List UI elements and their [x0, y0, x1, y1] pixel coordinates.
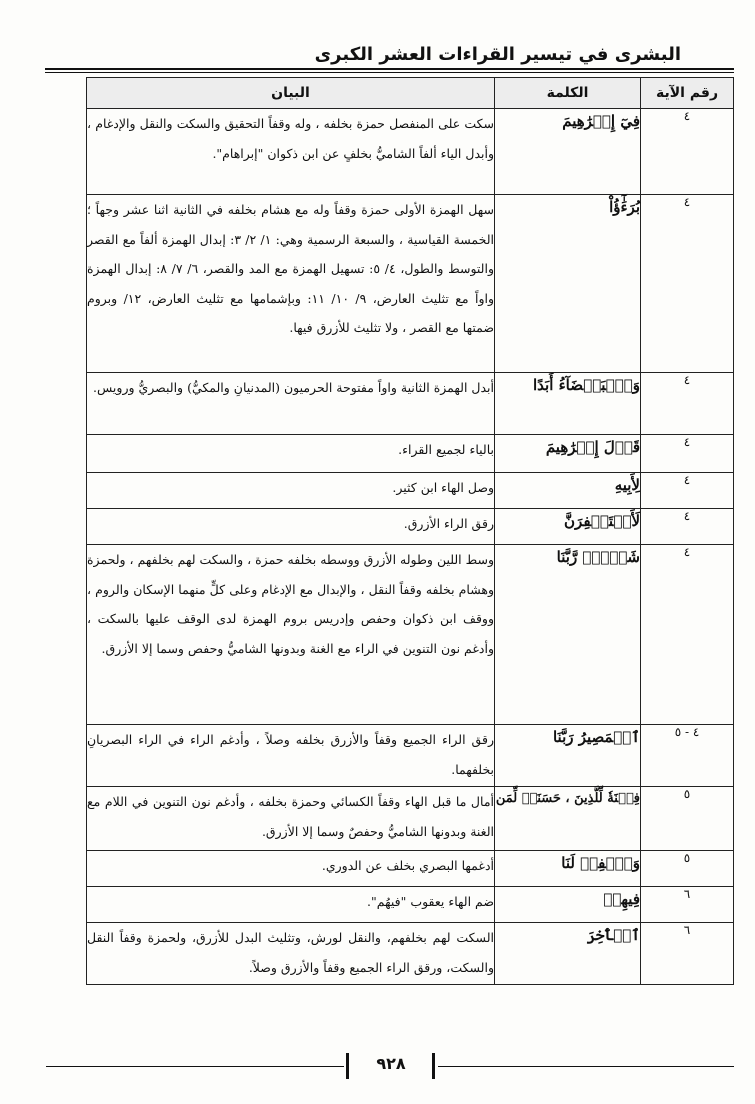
explanation-cell: وسط اللين وطوله الأزرق ووسطه بخلفه حمزة ، والسكت لهم بخلفهم ، ولحمزة وهشام بخلفه وقفاً النقل ، والإبدال مع الإدغام وعلى كلٍّ منهما الإسكان والروم ، ووقف ابن ذكوان وحفص وإدريس بروم الهمزة لدى الوقف عليها بالسكت ، وأدغم نون التنوين في الراء مع الغنة وبدونها الشاميُّ وحفص وسما إلا الأزرق.	[87, 545, 495, 725]
verse-number-cell: ٦	[641, 923, 734, 985]
word-cell: قَوۡلَ إِبۡرَٰهِيمَ	[495, 435, 641, 473]
explanation-cell: رقق الراء الأزرق.	[87, 509, 495, 545]
table-row	[87, 887, 734, 923]
word-cell: وَٱغۡفِرۡ لَنَا	[495, 851, 641, 887]
explanation-cell: سهل الهمزة الأولى حمزة وقفاً وله مع هشام بخلفه في الثانية اثنا عشر وجهاً ؛ الخمسة القياسية ، والسبعة الرسمية وهي: ١/ ٢/ ٣: إبدال الهمزة ألفاً مع القصر والتوسط والطول، ٤/ ٥: تسهيل الهمزة مع المد والقصر، ٦/ ٧/ ٨: إبدال الهمزة واواً مع تثليث العارض، ٩/ ١٠/ ١١: وبإشمامها مع تثليث العارض، ١٢/ وبروم ضمتها مع القصر ، ولا تثليث للأزرق فيها.	[87, 195, 495, 373]
word-cell: ٱلۡأٓخِرَ	[495, 923, 641, 985]
table-row	[87, 923, 734, 985]
word-cell: ٱلۡمَصِيرُ رَبَّنَا	[495, 725, 641, 787]
verse-number-cell: ٤	[641, 473, 734, 509]
explanation-cell: ضم الهاء يعقوب "فيهُم".	[87, 887, 495, 923]
footer-rule-right	[438, 1066, 734, 1067]
footer-rule-left	[46, 1066, 344, 1067]
header-word: الكلمة	[495, 78, 641, 109]
verse-number-cell: ٥	[641, 787, 734, 851]
explanation-cell: أبدل الهمزة الثانية واواً مفتوحة الحرميون (المدنيانِ والمكيُّ) والبصريُّ ورويس.	[87, 373, 495, 435]
verse-number-cell: ٤	[641, 509, 734, 545]
table-row	[87, 787, 734, 851]
explanation-cell: السكت لهم بخلفهم، والنقل لورش، وتثليث البدل للأزرق، ولحمزة وقفاً النقل والسكت، ورقق الراء الجميع وقفاً والأزرق وصلاً.	[87, 923, 495, 985]
verse-number-cell: ٤	[641, 195, 734, 373]
verse-number-cell: ٥	[641, 851, 734, 887]
table-row	[87, 473, 734, 509]
word-cell: فِتۡنَةٗ لِّلَّذِينَ ، حَسَنَةٞ لِّمَن	[495, 787, 641, 851]
table-row	[87, 373, 734, 435]
explanation-cell: أمال ما قبل الهاء وقفاً الكسائي وحمزة بخلفه ، وأدغم نون التنوين في اللام مع الغنة وبدونها الشاميُّ وحفصٌ وسما إلا الأزرق.	[87, 787, 495, 851]
readings-table	[86, 77, 734, 985]
table-row	[87, 195, 734, 373]
word-cell: لَأَسۡتَغۡفِرَنَّ	[495, 509, 641, 545]
running-title: البشرى في تيسير القراءات العشر الكبرى	[314, 44, 681, 65]
explanation-cell: سكت على المنفصل حمزة بخلفه ، وله وقفاً التحقيق والسكت والنقل والإدغام ، وأبدل الياء ألفاً الشاميُّ بخلفٍ عن ابن ذكوان "إبراهام".	[87, 109, 495, 195]
word-cell: شَيۡءٖۖ رَّبَّنَا	[495, 545, 641, 725]
header-rule-thin	[45, 72, 734, 73]
verse-number-cell: ٤ - ٥	[641, 725, 734, 787]
header-rule	[45, 68, 734, 70]
explanation-cell: رقق الراء الجميع وقفاً والأزرق بخلفه وصلاً ، وأدغم الراء في الراء البصريانِ بخلفهما.	[87, 725, 495, 787]
page-number: ٩٢٨	[376, 1054, 406, 1073]
verse-number-cell: ٤	[641, 109, 734, 195]
table-row	[87, 851, 734, 887]
table-row	[87, 509, 734, 545]
word-cell: فِيهِمۡ	[495, 887, 641, 923]
explanation-cell: أدغمها البصري بخلف عن الدوري.	[87, 851, 495, 887]
table-row	[87, 725, 734, 787]
table-row	[87, 435, 734, 473]
word-cell: بُرَءَٰٓؤُاْ	[495, 195, 641, 373]
verse-number-cell: ٦	[641, 887, 734, 923]
header-verse-number: رقم الآية	[641, 78, 734, 109]
footer-bar-right	[432, 1053, 435, 1079]
table-row	[87, 109, 734, 195]
table-row	[87, 545, 734, 725]
verse-number-cell: ٤	[641, 545, 734, 725]
header-explanation: البيان	[87, 78, 495, 109]
verse-number-cell: ٤	[641, 373, 734, 435]
explanation-cell: وصل الهاء ابن كثير.	[87, 473, 495, 509]
word-cell: لِأَبِيهِ	[495, 473, 641, 509]
word-cell: فِيٓ إِبۡرَٰهِيمَ	[495, 109, 641, 195]
explanation-cell: بالياء لجميع القراء.	[87, 435, 495, 473]
table-header-row	[87, 78, 734, 109]
word-cell: وَٱلۡبَغۡضَآءُ أَبَدًا	[495, 373, 641, 435]
footer-bar-left	[346, 1053, 349, 1079]
verse-number-cell: ٤	[641, 435, 734, 473]
